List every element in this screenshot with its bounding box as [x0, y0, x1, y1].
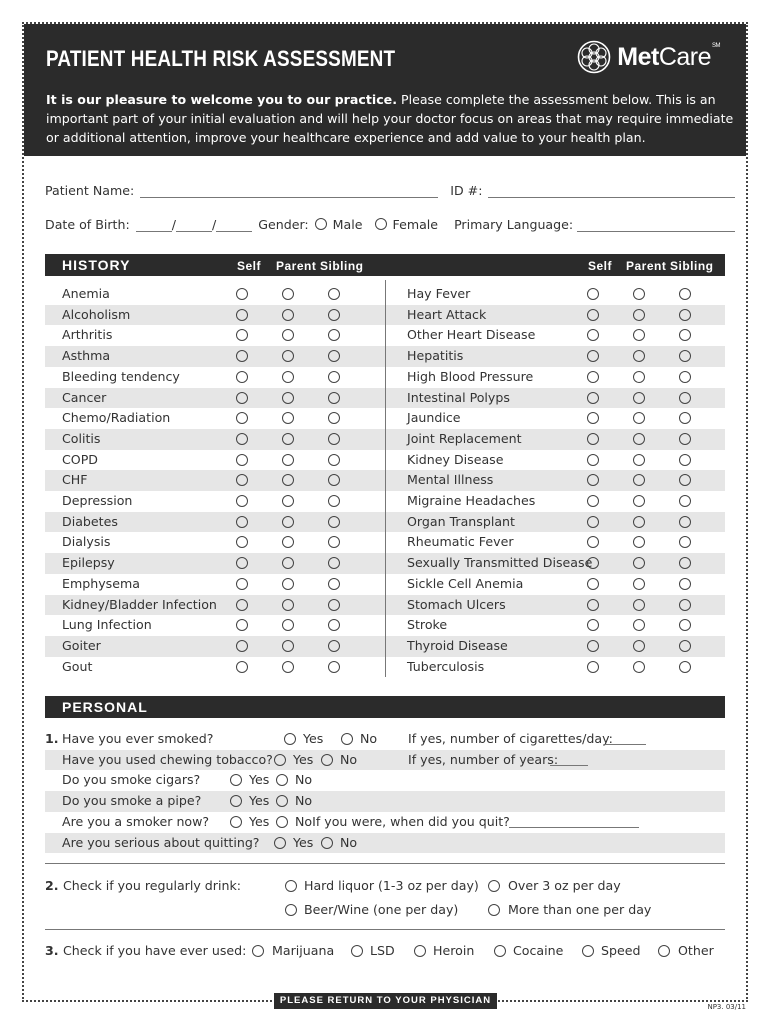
intro-text: It is our pleasure to welcome you to our practice. Please complete the assessment below. This is an important part of your initial evaluation and will help your doctor focus on areas that may require immediate or additional attention, improve your healthcare experience and add value to your health plan. [46, 92, 734, 145]
gender-male-radio[interactable] [315, 218, 327, 230]
drug-marijuana-radio[interactable] [252, 945, 264, 957]
condition-label: Intestinal Polyps [407, 389, 510, 405]
drink-more-than-one-radio[interactable] [488, 904, 500, 916]
page-title: PATIENT HEALTH RISK ASSESSMENT [46, 46, 396, 71]
condition-label: Sexually Transmitted Disease [407, 555, 593, 571]
parent-radio[interactable] [633, 599, 645, 611]
condition-label: Hepatitis [407, 348, 464, 364]
condition-label: Mental Illness [407, 472, 494, 488]
yes-label: Yes [303, 731, 324, 746]
condition-label: Diabetes [62, 513, 118, 529]
parent-radio[interactable] [633, 578, 645, 590]
self-radio[interactable] [587, 640, 599, 652]
drink-question-2 [45, 900, 725, 921]
parent-radio[interactable] [633, 433, 645, 445]
question-label: Are you a smoker now? [62, 813, 210, 829]
drink-hard-liquor-radio[interactable] [285, 880, 297, 892]
parent-radio[interactable] [633, 557, 645, 569]
parent-radio[interactable] [633, 288, 645, 300]
parent-radio[interactable] [633, 454, 645, 466]
sibling-radio[interactable] [679, 640, 691, 652]
parent-radio[interactable] [633, 619, 645, 631]
question-label: Do you smoke cigars? [62, 772, 201, 788]
col-self: Self [588, 259, 613, 273]
sibling-radio[interactable] [679, 329, 691, 341]
condition-label: Colitis [62, 430, 101, 446]
condition-label: Emphysema [62, 575, 140, 591]
metcare-logo [577, 40, 720, 74]
self-radio[interactable] [587, 557, 599, 569]
sibling-radio[interactable] [679, 474, 691, 486]
drug-other-radio[interactable] [658, 945, 670, 957]
drink-over-3oz-radio[interactable] [488, 880, 500, 892]
gender-male-label: Male [332, 217, 363, 232]
followup-label: If yes, number of cigarettes/day: [408, 731, 613, 746]
question-label: Have you used chewing tobacco? [62, 751, 273, 767]
sibling-radio[interactable] [679, 371, 691, 383]
return-banner: PLEASE RETURN TO YOUR PHYSICIAN [274, 993, 497, 1009]
sibling-radio[interactable] [679, 516, 691, 528]
condition-label: Kidney/Bladder Infection [62, 596, 217, 612]
gender-female-radio[interactable] [375, 218, 387, 230]
condition-label: Depression [62, 493, 133, 508]
condition-label: Dialysis [62, 534, 111, 550]
sibling-radio[interactable] [679, 350, 691, 362]
dob-label: Date of Birth: [45, 217, 130, 232]
col-self: Self [237, 259, 262, 273]
drug-lsd-radio[interactable] [351, 945, 363, 957]
no-radio[interactable] [276, 795, 288, 807]
yes-radio[interactable] [274, 754, 286, 766]
drug-cocaine-radio[interactable] [494, 945, 506, 957]
dob-slash: / [211, 217, 217, 232]
col-sibling: Sibling [670, 259, 714, 273]
drug-speed-label: Speed [601, 943, 641, 958]
condition-label: Joint Replacement [407, 430, 522, 446]
yes-label: Yes [249, 793, 270, 809]
parent-radio[interactable] [633, 536, 645, 548]
self-radio[interactable] [587, 433, 599, 445]
sibling-radio[interactable] [679, 454, 691, 466]
smoking-question-row [45, 770, 725, 791]
parent-radio[interactable] [633, 371, 645, 383]
drink-beer-wine-radio[interactable] [285, 904, 297, 916]
condition-label: Thyroid Disease [407, 637, 508, 653]
sibling-radio[interactable] [679, 495, 691, 507]
condition-label: Lung Infection [62, 617, 152, 633]
yes-radio[interactable] [230, 795, 242, 807]
parent-radio[interactable] [633, 516, 645, 528]
history-header [45, 254, 725, 276]
question-label: Do you smoke a pipe? [62, 793, 202, 809]
parent-radio[interactable] [633, 640, 645, 652]
self-radio[interactable] [587, 599, 599, 611]
yes-label: Yes [293, 751, 314, 767]
drug-marijuana-label: Marijuana [272, 943, 335, 958]
no-radio[interactable] [321, 754, 333, 766]
question-label: Have you ever smoked? [62, 731, 214, 746]
drug-cocaine-label: Cocaine [513, 943, 564, 958]
self-radio[interactable] [587, 329, 599, 341]
drug-question [45, 941, 725, 962]
parent-radio[interactable] [633, 474, 645, 486]
personal-header [45, 696, 725, 718]
patient-name-row [45, 183, 735, 198]
no-radio[interactable] [341, 733, 353, 745]
drug-other-label: Other [678, 943, 714, 958]
sibling-radio[interactable] [679, 599, 691, 611]
smoking-question-row [45, 833, 725, 854]
smoking-question-row [45, 729, 725, 750]
no-radio[interactable] [276, 816, 288, 828]
self-radio[interactable] [587, 619, 599, 631]
drink-over-3oz-label: Over 3 oz per day [508, 878, 621, 893]
self-radio[interactable] [587, 412, 599, 424]
condition-label: CHF [62, 472, 88, 488]
sibling-radio[interactable] [679, 412, 691, 424]
q3-label: Check if you have ever used: [63, 943, 247, 958]
language-label: Primary Language: [454, 217, 574, 232]
gender-label: Gender: [258, 217, 309, 232]
condition-label: COPD [62, 451, 98, 467]
condition-label: Bleeding tendency [62, 368, 180, 384]
history-title: HISTORY [62, 257, 131, 273]
history-divider [385, 280, 386, 677]
drink-question [45, 876, 725, 897]
condition-label: Alcoholism [62, 306, 131, 322]
dob-day-field[interactable] [176, 218, 212, 232]
yes-radio[interactable] [230, 774, 242, 786]
q2-number: 2. [45, 878, 59, 893]
smoking-question-row [45, 812, 725, 833]
yes-label: Yes [249, 772, 270, 788]
condition-label: Cancer [62, 389, 107, 405]
yes-label: Yes [249, 813, 270, 829]
self-radio[interactable] [587, 309, 599, 321]
condition-label: Organ Transplant [407, 513, 515, 529]
dob-slash: / [171, 217, 176, 232]
no-label: No [295, 793, 313, 809]
no-label: No [340, 751, 358, 767]
self-radio[interactable] [587, 661, 599, 673]
language-field[interactable] [577, 218, 735, 232]
self-radio[interactable] [587, 578, 599, 590]
no-label: No [360, 731, 378, 746]
condition-label: Anemia [62, 286, 110, 301]
self-radio[interactable] [587, 288, 599, 300]
parent-radio[interactable] [633, 350, 645, 362]
patient-name-field[interactable] [140, 184, 438, 198]
self-radio[interactable] [587, 516, 599, 528]
self-radio[interactable] [587, 392, 599, 404]
drug-heroin-label: Heroin [433, 943, 475, 958]
form-code: NP3. 03/11 [707, 1003, 746, 1011]
condition-label: Epilepsy [62, 555, 115, 571]
sibling-radio[interactable] [679, 392, 691, 404]
sibling-radio[interactable] [679, 288, 691, 300]
logo-wordmark: MetCare℠ [617, 42, 720, 71]
drink-more-than-one-label: More than one per day [508, 902, 652, 917]
followup-field[interactable] [550, 752, 588, 766]
condition-label: Gout [62, 658, 93, 674]
condition-label: Tuberculosis [407, 658, 485, 674]
divider [45, 929, 725, 930]
condition-label: Goiter [62, 637, 101, 653]
smoking-question-row [45, 750, 725, 771]
condition-label: Asthma [62, 348, 111, 364]
parent-radio[interactable] [633, 495, 645, 507]
no-label: No [340, 834, 358, 850]
condition-label: Jaundice [407, 410, 461, 426]
drug-heroin-radio[interactable] [414, 945, 426, 957]
no-radio[interactable] [276, 774, 288, 786]
sibling-radio[interactable] [679, 536, 691, 548]
self-radio[interactable] [587, 350, 599, 362]
no-label: NoIf you were, when did you quit? [295, 813, 510, 829]
sibling-radio[interactable] [679, 619, 691, 631]
sibling-radio[interactable] [679, 309, 691, 321]
self-radio[interactable] [587, 495, 599, 507]
yes-label: Yes [293, 834, 314, 850]
condition-label: Other Heart Disease [407, 327, 536, 343]
drug-lsd-label: LSD [370, 943, 395, 958]
drink-beer-wine-label: Beer/Wine (one per day) [304, 902, 459, 917]
condition-label: Stroke [407, 617, 448, 633]
self-radio[interactable] [587, 536, 599, 548]
dob-month-field[interactable] [136, 218, 172, 232]
followup-label: If yes, number of years: [408, 751, 559, 767]
condition-label: Rheumatic Fever [407, 534, 514, 550]
condition-label: Stomach Ulcers [407, 596, 506, 612]
no-label: No [295, 772, 313, 788]
sibling-radio[interactable] [679, 557, 691, 569]
gender-female-label: Female [392, 217, 439, 232]
no-radio[interactable] [321, 837, 333, 849]
patient-name-label: Patient Name: [45, 183, 135, 198]
followup-field[interactable] [606, 731, 646, 745]
self-radio[interactable] [587, 474, 599, 486]
q1-number: 1. [45, 731, 59, 746]
question-label: Are you serious about quitting? [62, 834, 260, 850]
drink-hard-liquor-label: Hard liquor (1-3 oz per day) [304, 878, 479, 893]
header [24, 24, 746, 156]
smoking-question-row [45, 791, 725, 812]
id-field[interactable] [488, 184, 735, 198]
self-radio[interactable] [587, 371, 599, 383]
divider [45, 863, 725, 864]
metcare-logo-icon [577, 40, 611, 74]
parent-radio[interactable] [633, 392, 645, 404]
condition-label: Arthritis [62, 327, 113, 343]
q3-number: 3. [45, 943, 59, 958]
sibling-radio[interactable] [679, 433, 691, 445]
condition-label: Chemo/Radiation [62, 410, 171, 426]
self-radio[interactable] [587, 454, 599, 466]
parent-radio[interactable] [633, 661, 645, 673]
sibling-radio[interactable] [679, 578, 691, 590]
parent-radio[interactable] [633, 329, 645, 341]
id-label: ID #: [450, 183, 483, 198]
condition-label: Kidney Disease [407, 451, 504, 467]
condition-label: Hay Fever [407, 286, 471, 301]
yes-radio[interactable] [230, 816, 242, 828]
col-sibling: Sibling [320, 259, 364, 273]
yes-radio[interactable] [274, 837, 286, 849]
condition-label: Sickle Cell Anemia [407, 575, 524, 591]
drug-speed-radio[interactable] [582, 945, 594, 957]
personal-title: PERSONAL [62, 699, 148, 715]
col-parent: Parent [276, 259, 317, 273]
dob-year-field[interactable] [216, 218, 252, 232]
sibling-radio[interactable] [679, 661, 691, 673]
condition-label: Heart Attack [407, 306, 487, 322]
parent-radio[interactable] [633, 412, 645, 424]
followup-field[interactable] [509, 814, 639, 828]
dob-row [45, 217, 735, 232]
col-parent: Parent [626, 259, 667, 273]
condition-label: High Blood Pressure [407, 368, 534, 384]
yes-radio[interactable] [284, 733, 296, 745]
parent-radio[interactable] [633, 309, 645, 321]
q2-label: Check if you regularly drink: [63, 878, 241, 893]
condition-label: Migraine Headaches [407, 493, 536, 508]
